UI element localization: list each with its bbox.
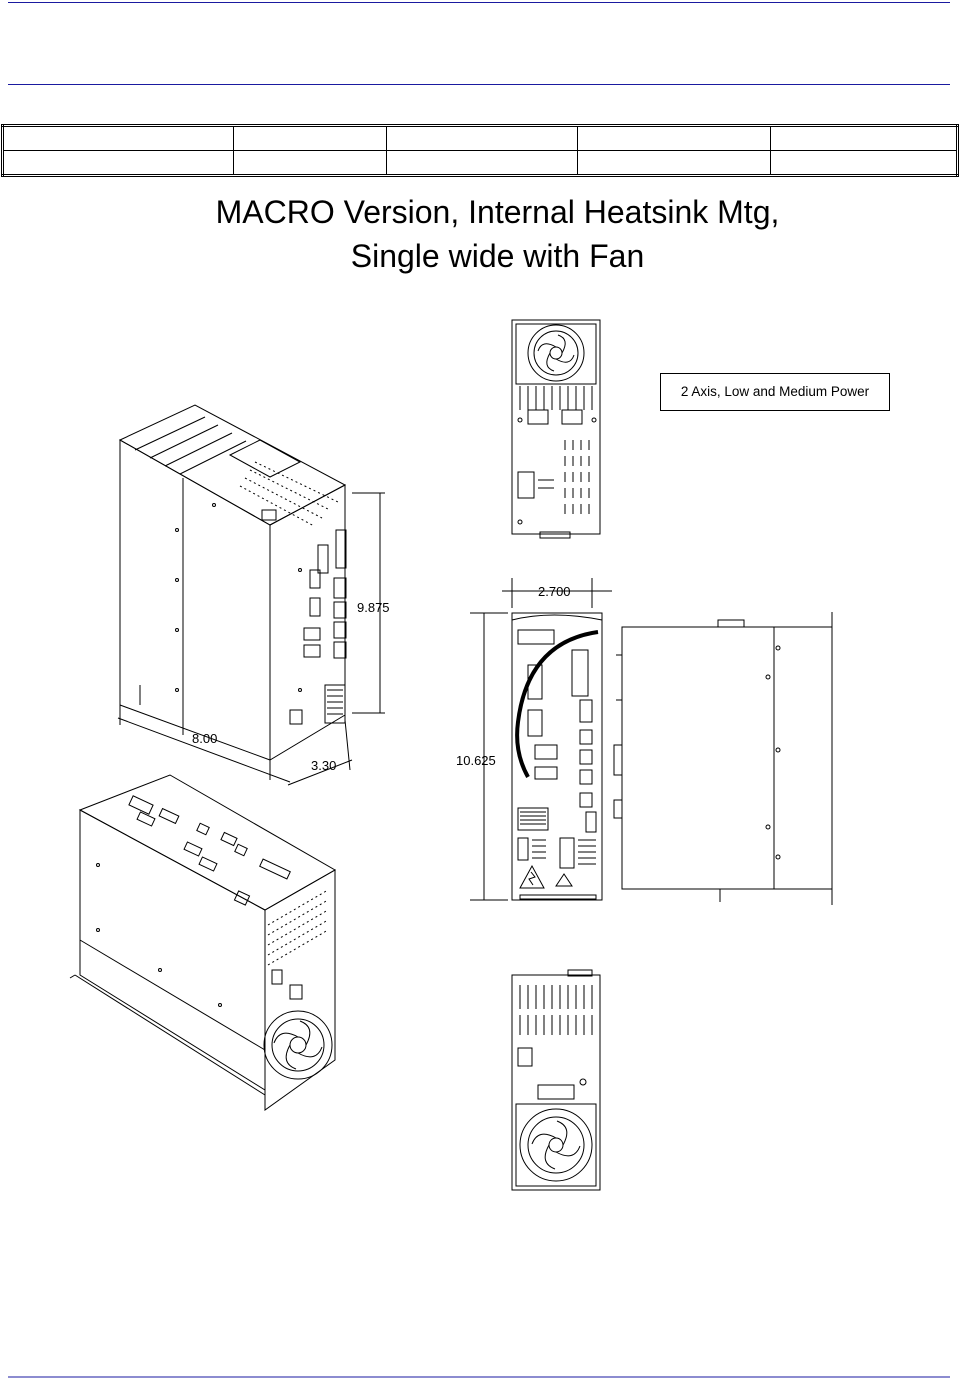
side-view bbox=[614, 612, 832, 905]
dim-width-iso: 3.30 bbox=[311, 758, 337, 773]
bottom-end-view bbox=[512, 970, 600, 1190]
dim-height-iso: 9.875 bbox=[357, 600, 390, 615]
title-line-2: Single wide with Fan bbox=[350, 238, 645, 274]
dim-front-width: 2.700 bbox=[538, 584, 571, 599]
iso-view-bottom bbox=[70, 775, 335, 1110]
top-end-view bbox=[512, 320, 600, 538]
front-view bbox=[470, 578, 612, 900]
title-line-1: MACRO Version, Internal Heatsink Mtg, bbox=[215, 194, 780, 230]
dim-depth-iso: 8.00 bbox=[192, 731, 218, 746]
iso-view-top bbox=[118, 405, 385, 785]
power-callout: 2 Axis, Low and Medium Power bbox=[660, 373, 890, 411]
dim-front-height: 10.625 bbox=[456, 753, 496, 768]
